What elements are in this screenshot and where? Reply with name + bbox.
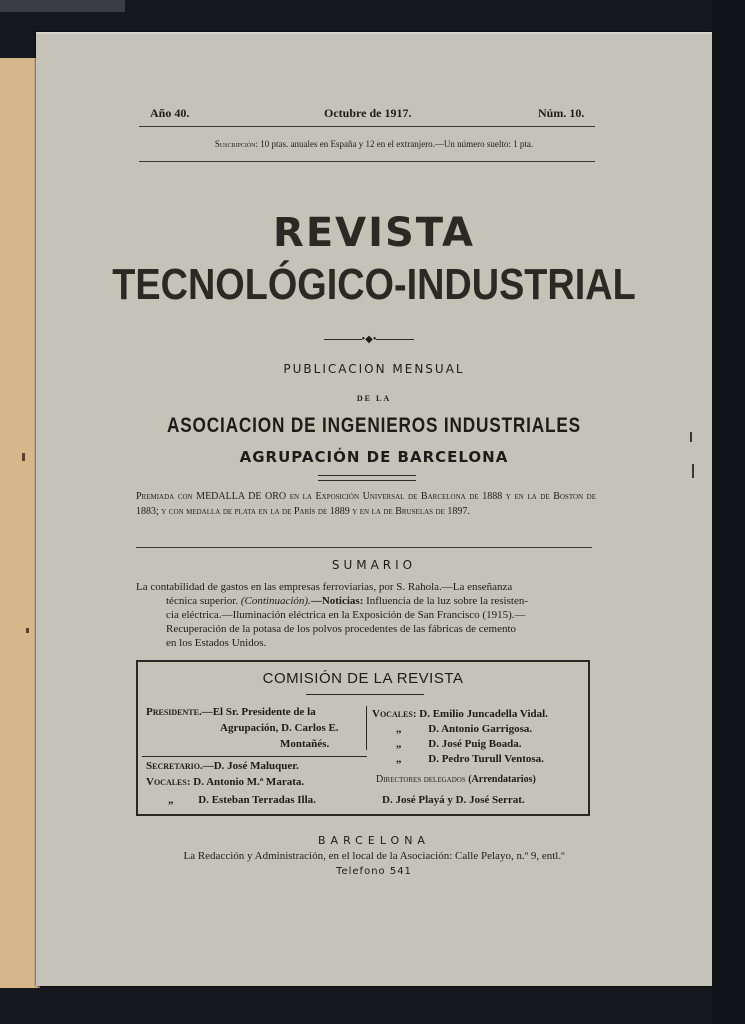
scan-background-right bbox=[712, 0, 745, 1024]
summary-heading: SUMARIO bbox=[331, 558, 417, 572]
publication-type: PUBLICACION MENSUAL bbox=[283, 362, 465, 376]
commission-title-rule bbox=[306, 694, 424, 695]
summary-line bbox=[136, 594, 596, 608]
footer-address: La Redacción y Administración, en el local de la Asociación: Calle Pelayo, n.º 9, entl.º bbox=[183, 850, 565, 862]
publication-connector: DE LA bbox=[356, 394, 392, 403]
margin-mark bbox=[690, 432, 692, 442]
summary-fragment: técnica superior. bbox=[166, 595, 239, 607]
summary-fragment: Influencia de la luz sobre la resisten- bbox=[366, 595, 528, 607]
commission-divider bbox=[142, 756, 367, 757]
president-line-1: Presidente.—El Sr. Presidente de la bbox=[146, 706, 316, 718]
scan-shadow-top bbox=[0, 0, 125, 12]
magazine-cover bbox=[36, 32, 712, 986]
subscription-label: Suscripción: bbox=[214, 139, 258, 149]
association-name: ASOCIACION DE INGENIEROS INDUSTRIALES bbox=[166, 414, 581, 437]
vocal-right-4: „ D. Pedro Turull Ventosa. bbox=[396, 753, 544, 765]
summary-text bbox=[136, 580, 596, 650]
summary-fragment-italic: (Continuación). bbox=[240, 595, 311, 607]
summary-line: en los Estados Unidos. bbox=[166, 637, 267, 649]
title-line-1: REVISTA bbox=[273, 210, 475, 256]
awards-text: Premiada con MEDALLA DE ORO en la Exposición Universal de Barcelona de 1888 y en la de Boston de 1883; y con medalla de plata en la de París de 1889 y en la de Bruselas de 1897. bbox=[136, 491, 596, 517]
issue-year: Año 40. bbox=[150, 106, 190, 120]
directors-label: Directores delegados bbox=[376, 774, 466, 785]
subscription-text: 10 ptas. anuales en España y 12 en el extranjero.—Un número suelto: 1 pta. bbox=[260, 139, 534, 149]
double-rule-ornament bbox=[318, 475, 416, 481]
vocal-right-3: „ D. José Puig Boada. bbox=[396, 738, 522, 750]
footer-phone: Telefono 541 bbox=[336, 866, 412, 877]
adjacent-page-edge bbox=[0, 58, 40, 988]
president-line-3: Montañés. bbox=[280, 738, 330, 750]
secretary-line: Secretario.—D. José Maluquer. bbox=[146, 760, 299, 772]
vocales-right-label: Vocales: bbox=[372, 708, 417, 720]
margin-mark bbox=[692, 464, 694, 478]
commission-title: COMISIÓN DE LA REVISTA bbox=[262, 670, 464, 687]
issue-date: Octubre de 1917. bbox=[324, 106, 412, 120]
directors-names: D. José Playá y D. José Serrat. bbox=[382, 794, 525, 806]
commission-box bbox=[136, 660, 590, 816]
issue-number: Núm. 10. bbox=[538, 106, 585, 120]
summary-rule bbox=[136, 547, 592, 548]
page-mark bbox=[22, 453, 25, 461]
president-label: Presidente. bbox=[146, 706, 202, 718]
subscription-rule bbox=[139, 161, 595, 162]
commission-divider bbox=[366, 706, 367, 750]
subscription-info bbox=[139, 139, 609, 149]
vocal-right-1: Vocales: D. Emilio Juncadella Vidal. bbox=[372, 708, 548, 720]
group-name: AGRUPACIÓN DE BARCELONA bbox=[239, 448, 509, 466]
summary-line: Recuperación de la potasa de los polvos procedentes de las fábricas de cemento bbox=[166, 623, 517, 635]
header-rule bbox=[139, 126, 595, 127]
president-line-2: Agrupación, D. Carlos E. bbox=[220, 722, 339, 734]
page-mark bbox=[26, 628, 29, 633]
vocal-left-1: Vocales: D. Antonio M.ª Marata. bbox=[146, 776, 305, 788]
title-ornament: •◆• bbox=[321, 334, 417, 345]
vocal-left-2: „ D. Esteban Terradas Illa. bbox=[168, 794, 316, 806]
summary-fragment-bold: —Noticias: bbox=[310, 595, 364, 607]
secretary-label: Secretario. bbox=[146, 760, 203, 772]
directors-note: (Arrendatarios) bbox=[468, 774, 536, 785]
vocal-right-2: „ D. Antonio Garrigosa. bbox=[396, 723, 533, 735]
directors-line bbox=[376, 774, 536, 785]
vocales-left-label: Vocales: bbox=[146, 776, 191, 788]
title-line-2: TECNOLÓGICO-INDUSTRIAL bbox=[112, 260, 636, 309]
summary-line: cia eléctrica.—Iluminación eléctrica en la Exposición de San Francisco (1915).— bbox=[166, 609, 526, 621]
footer-city: BARCELONA bbox=[318, 834, 430, 847]
summary-line: La contabilidad de gastos en las empresas ferroviarias, por S. Rahola.—La enseñanza bbox=[136, 581, 513, 593]
